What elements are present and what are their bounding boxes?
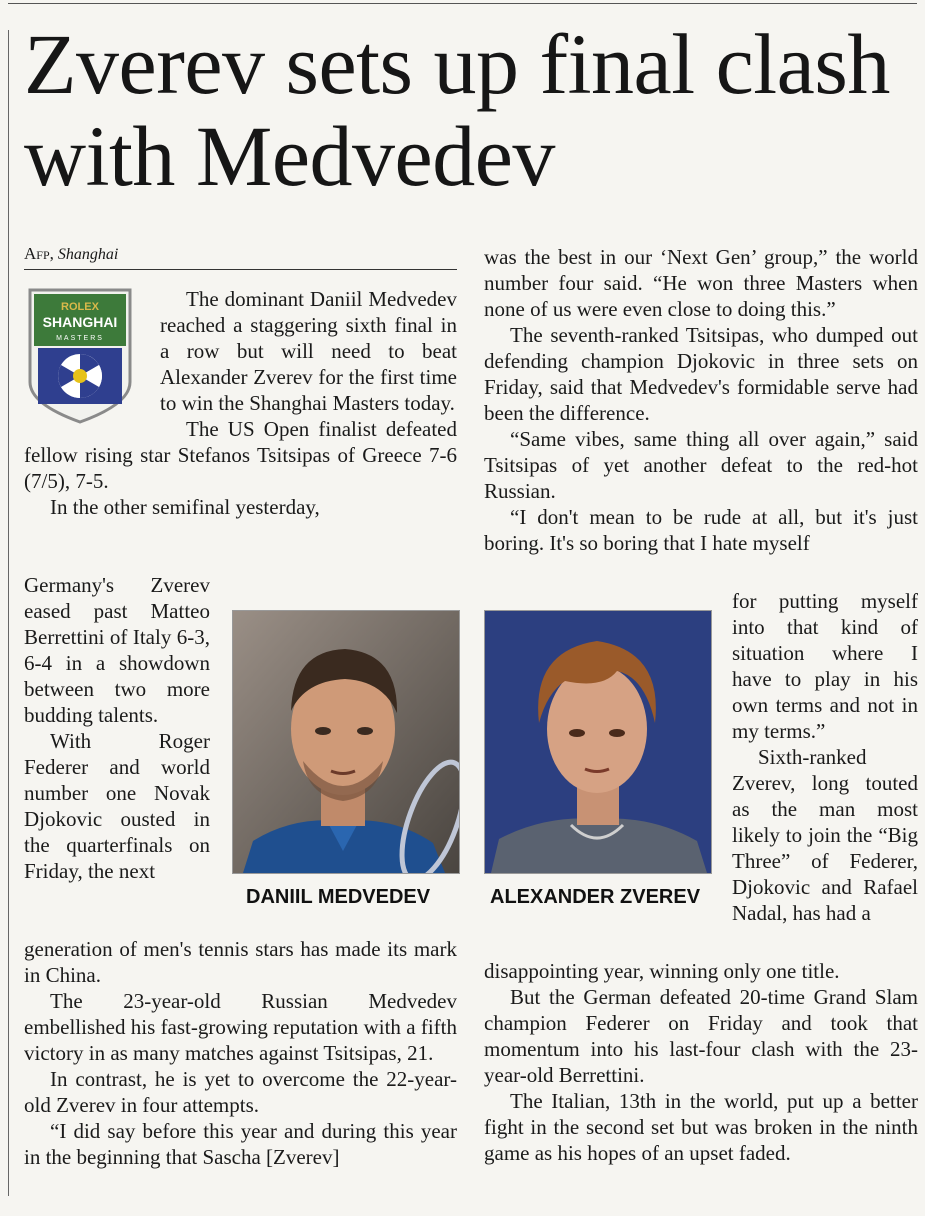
left-para-4b: generation of men's tennis stars has made its mark in China.	[24, 937, 457, 987]
zverev-photo	[484, 610, 712, 874]
logo-sub: MASTERS	[56, 335, 104, 342]
logo-brand: ROLEX	[61, 301, 99, 313]
caption-medvedev: DANIIL MEDVEDEV	[246, 886, 431, 908]
left-rule	[8, 30, 9, 1196]
left-para-2: The US Open finalist defeated fellow rising star Stefanos Tsitsipas of Greece 7-6 (7/5), 7-5.	[24, 417, 457, 493]
right-column-bottom	[484, 958, 918, 1166]
logo-event: SHANGHAI	[42, 314, 118, 330]
top-rule	[8, 3, 917, 4]
right-para-5a: Sixth-ranked Zverev, long touted as the man most likely to join the “Big Three” of Federer, Djokovic and Rafael Nadal, has had a	[732, 745, 918, 925]
right-para-4a: “I don't mean to be rude at all, but it's just boring. It's so boring that I hate myself	[484, 505, 918, 555]
shanghai-masters-logo	[24, 286, 150, 431]
left-para-6: In contrast, he is yet to overcome the 22-year-old Zverev in four attempts.	[24, 1067, 457, 1117]
left-para-1: The dominant Daniil Medvedev reached a staggering sixth final in a row but will need to beat Alexander Zverev for the first time to win the Shanghai Masters today.	[160, 287, 457, 415]
right-narrow-column	[732, 588, 918, 926]
left-column-bottom	[24, 936, 457, 1170]
right-para-7: The Italian, 13th in the world, put up a better fight in the second set but was broken in the ninth game as his hopes of an upset faded.	[484, 1089, 918, 1165]
right-para-2: The seventh-ranked Tsitsipas, who dumped out defending champion Djokovic in three sets on Friday, said that Medvedev's formidable serve had been the difference.	[484, 323, 918, 425]
right-para-3: “Same vibes, same thing all over again,” said Tsitsipas of yet another defeat to the red-hot Russian.	[484, 427, 918, 503]
right-column-top	[484, 244, 918, 556]
left-para-4a: With Roger Federer and world number one Novak Djokovic ousted in the quarterfinals on Friday, the next	[24, 729, 210, 883]
byline-place: Shanghai	[57, 246, 119, 263]
right-para-5b: disappointing year, winning only one title.	[484, 959, 840, 983]
left-narrow-column	[24, 572, 210, 884]
right-para-1: was the best in our ‘Next Gen’ group,” the world number four said. “He won three Masters when none of us were even close to doing this.”	[484, 245, 918, 321]
left-para-7: “I did say before this year and during this year in the beginning that Sascha [Zverev]	[24, 1119, 457, 1169]
right-para-4b: for putting myself into that kind of situation where I have to play in his own terms and not in my terms.”	[732, 589, 918, 743]
left-para-3a: In the other semifinal yesterday,	[50, 495, 320, 519]
left-para-5: The 23-year-old Russian Medvedev embellished his fast-growing reputation with a fifth victory in as many matches against Tsitsipas, 21.	[24, 989, 457, 1065]
right-para-6: But the German defeated 20-time Grand Slam champion Federer on Friday and took that momentum into his last-four clash with the 23-year-old Berrettini.	[484, 985, 918, 1087]
byline-agency: Afp,	[24, 244, 54, 263]
left-column-top	[24, 286, 457, 520]
headline: Zverev sets up final clash with Medvedev	[24, 16, 890, 204]
medvedev-photo	[232, 610, 460, 874]
caption-zverev: ALEXANDER ZVEREV	[490, 886, 701, 908]
left-para-3b: Germany's Zverev eased past Matteo Berrettini of Italy 6-3, 6-4 in a showdown between two more budding talents.	[24, 573, 210, 727]
byline	[24, 244, 457, 270]
